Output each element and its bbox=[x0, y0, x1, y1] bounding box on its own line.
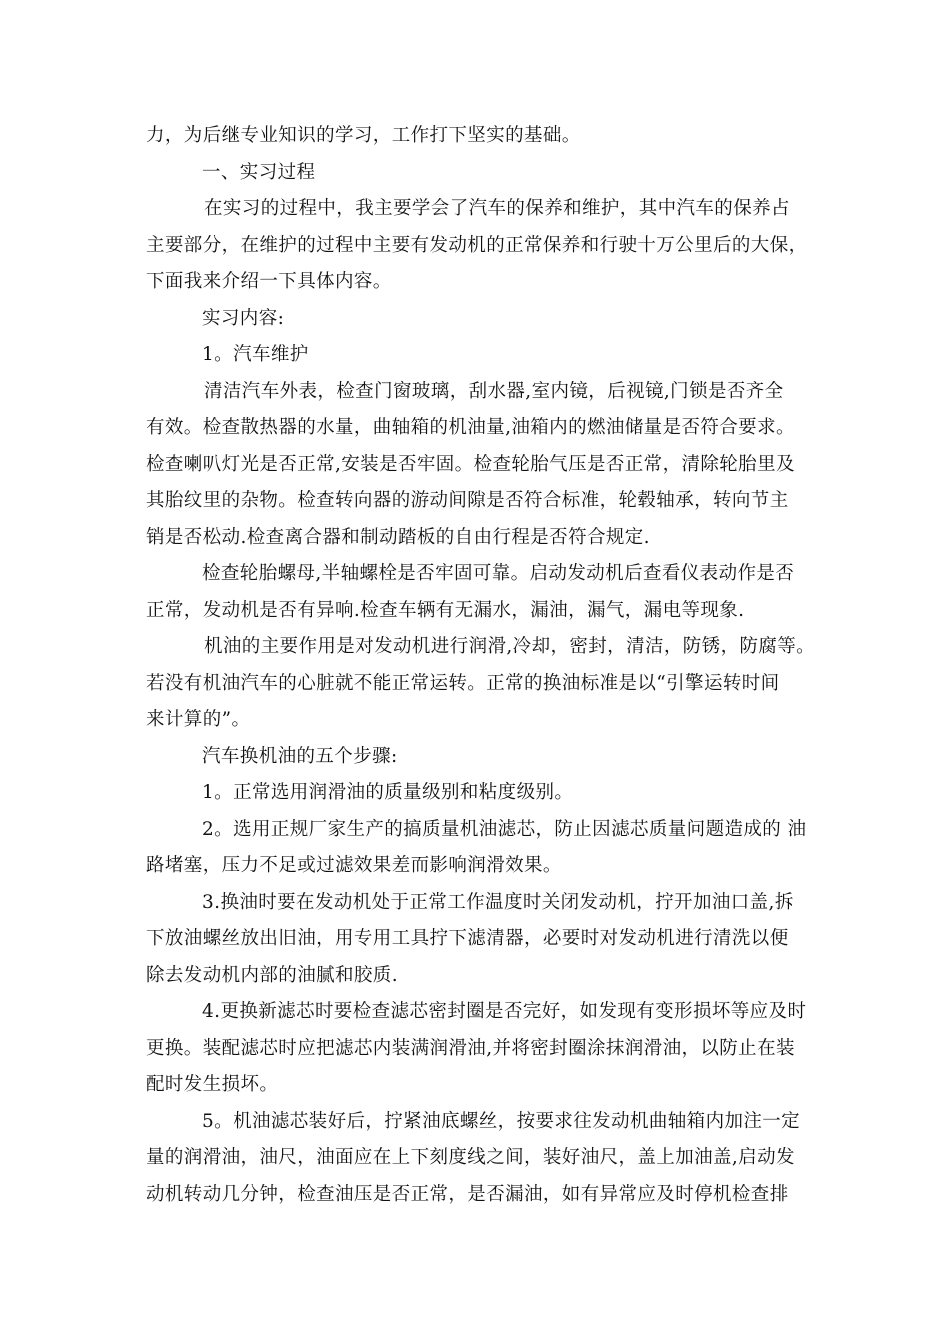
text-line: 路堵塞，压力不足或过滤效果差而影响润滑效果。 bbox=[146, 855, 562, 876]
text-line: 机油的主要作用是对发动机进行润滑,冷却，密封，清洁，防锈，防腐等。 bbox=[204, 636, 816, 657]
subheading: 汽车换机油的五个步骤: bbox=[202, 745, 398, 767]
subheading: 实习内容: bbox=[202, 307, 285, 329]
list-item: 3.换油时要在发动机处于正常工作温度时关闭发动机，拧开加油口盖,拆 bbox=[202, 891, 794, 913]
text-line: 正常，发动机是否有异响.检查车辆有无漏水，漏油，漏气，漏电等现象. bbox=[146, 599, 745, 621]
section-heading: 一、实习过程 bbox=[202, 161, 316, 183]
text-line: 除去发动机内部的油腻和胶质. bbox=[146, 964, 398, 986]
text-line: 在实习的过程中，我主要学会了汽车的保养和维护，其中汽车的保养占 bbox=[204, 198, 790, 219]
text-line: 若没有机油汽车的心脏就不能正常运转。正常的换油标准是以“引擎运转时间 bbox=[146, 672, 780, 694]
text-line: 下面我来介绍一下具体内容。 bbox=[146, 271, 392, 292]
text-line: 动机转动几分钟，检查油压是否正常，是否漏油，如有异常应及时停机检查排 bbox=[146, 1183, 789, 1205]
subheading: 1。汽车维护 bbox=[202, 344, 309, 365]
document-body bbox=[146, 118, 816, 1213]
text-line: 量的润滑油，油尺，油面应在上下刻度线之间，装好油尺，盖上加油盖,启动发 bbox=[146, 1147, 795, 1168]
text-line: 有效。检查散热器的水量，曲轴箱的机油量,油箱内的燃油储量是否符合要求。 bbox=[146, 417, 795, 438]
text-line: 清洁汽车外表，检查门窗玻璃，刮水器,室内镜，后视镜,门锁是否齐全 bbox=[204, 380, 784, 402]
text-line: 配时发生损坏。 bbox=[146, 1074, 279, 1095]
text-line: 其胎纹里的杂物。检查转向器的游动间隙是否符合标准，轮毂轴承，转向节主 bbox=[146, 490, 789, 511]
text-line: 来计算的”。 bbox=[146, 709, 251, 730]
text-line: 主要部分，在维护的过程中主要有发动机的正常保养和行驶十万公里后的大保， bbox=[146, 234, 808, 256]
list-item: 1。正常选用润滑油的质量级别和粘度级别。 bbox=[202, 782, 574, 803]
text-line: 检查轮胎螺母,半轴螺栓是否牢固可靠。启动发动机后查看仪表动作是否 bbox=[202, 563, 795, 584]
text-line: 更换。装配滤芯时应把滤芯内装满润滑油,并将密封圈涂抹润滑油，以防止在装 bbox=[146, 1037, 795, 1059]
text-line: 下放油螺丝放出旧油，用专用工具拧下滤清器，必要时对发动机进行清洗以便 bbox=[146, 928, 789, 949]
list-item: 4.更换新滤芯时要检查滤芯密封圈是否完好，如发现有变形损坏等应及时 bbox=[202, 1001, 807, 1022]
list-item: 5。机油滤芯装好后，拧紧油底螺丝，按要求往发动机曲轴箱内加注一定 bbox=[202, 1110, 801, 1132]
text-line: 检查喇叭灯光是否正常,安装是否牢固。检查轮胎气压是否正常，清除轮胎里及 bbox=[146, 453, 795, 475]
text-line: 销是否松动.检查离合器和制动踏板的自由行程是否符合规定. bbox=[146, 526, 650, 548]
text-line: 力，为后继专业知识的学习，工作打下坚实的基础。 bbox=[146, 125, 581, 146]
list-item: 2。选用正规厂家生产的搞质量机油滤芯，防止因滤芯质量问题造成的 油 bbox=[202, 818, 807, 840]
